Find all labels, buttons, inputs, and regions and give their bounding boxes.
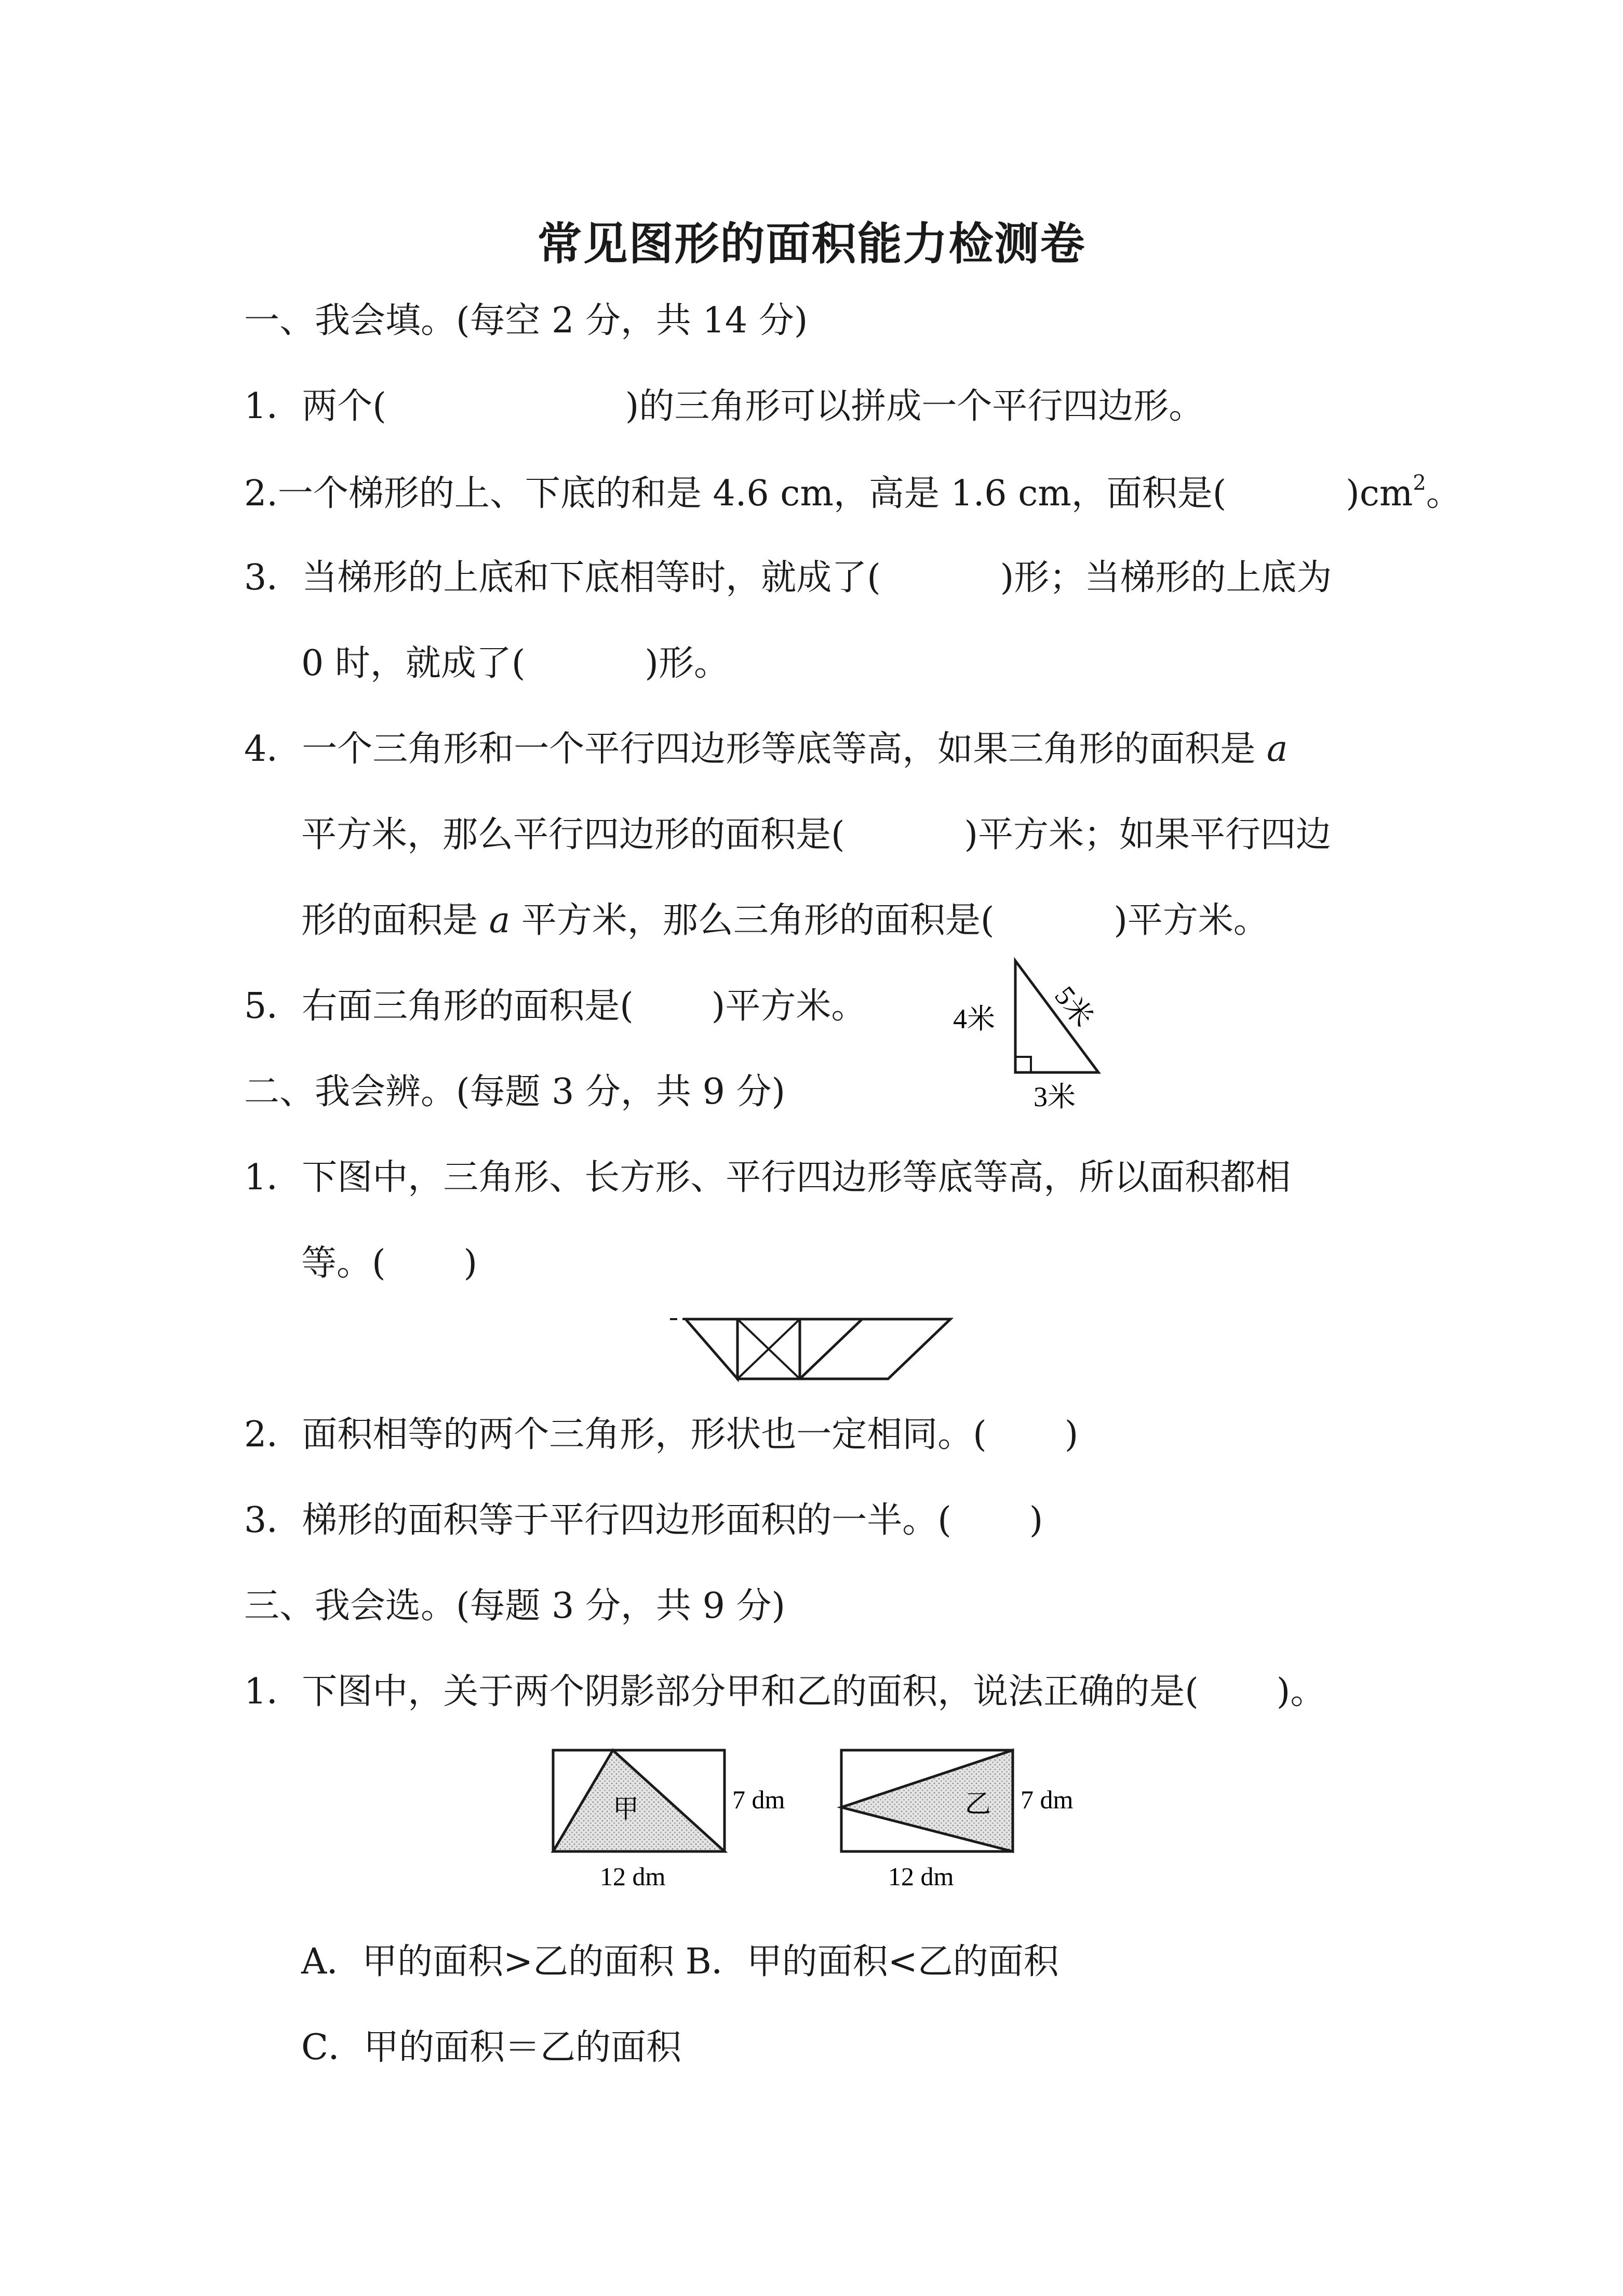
shaded-area-figures [545,1745,1117,1896]
section2-heading: 二、我会辨。(每题 3 分，共 9 分) [244,1071,786,1112]
triangle-shape [686,1319,737,1379]
option-c[interactable]: C．甲的面积＝乙的面积 [301,2027,682,2068]
s1-question-4-cont: 平方米，那么平行四边形的面积是( )平方米；如果平行四边 [301,814,1332,855]
label-leg-4: 4米 [953,1003,995,1035]
label-jia: 甲 [613,1794,639,1823]
section3-heading: 三、我会选。(每题 3 分，共 9 分) [244,1586,786,1627]
s1-question-1: 1．两个( )的三角形可以拼成一个平行四边形。 [244,386,1204,427]
s3-question-1: 1．下图中，关于两个阴影部分甲和乙的面积，说法正确的是( )。 [244,1671,1326,1712]
s1-question-4-cont2: 形的面积是 a 平方米，那么三角形的面积是( )平方米。 [301,900,1269,941]
section1-heading: 一、我会填。(每空 2 分，共 14 分) [244,300,808,341]
s1-question-3-cont: 0 时，就成了( )形。 [301,643,729,684]
shaded-triangle-jia [553,1750,725,1851]
s2-question-3: 3．梯形的面积等于平行四边形面积的一半。( ) [244,1500,1043,1541]
equal-base-height-figure [665,1304,956,1387]
s1-question-4: 4．一个三角形和一个平行四边形等底等高，如果三角形的面积是 a [244,729,1288,770]
s1-question-2: 2.一个梯形的上、下底的和是 4.6 cm，高是 1.6 cm，面积是( )$cm^2$。 [244,471,1461,514]
label-left-base: 12 dm [600,1862,666,1891]
s2-question-1-cont: 等。( ) [301,1243,478,1284]
label-right-base: 12 dm [888,1862,954,1891]
option-b[interactable]: B．甲的面积<乙的面积 [685,1941,1059,1982]
label-base-3: 3米 [1034,1081,1076,1112]
s1-question-3: 3．当梯形的上底和下底相等时，就成了( )形；当梯形的上底为 [244,557,1332,598]
parallelogram-shape [800,1319,950,1379]
option-a[interactable]: A．甲的面积>乙的面积 [301,1941,675,1982]
page-title: 常见图形的面积能力检测卷 [537,218,1086,270]
s3-option-c [301,2025,681,2070]
label-yi: 乙 [965,1789,991,1818]
label-hyp-5: 5米 [1049,980,1099,1033]
right-angle-mark [1015,1057,1031,1072]
s1-question-5: 5．右面三角形的面积是( )平方米。 [244,986,867,1027]
label-right-height: 7 dm [1021,1785,1074,1814]
right-triangle-figure [950,950,1117,1122]
s3-options-ab [301,1940,1059,1984]
label-left-height: 7 dm [732,1785,785,1814]
s2-question-2: 2．面积相等的两个三角形，形状也一定相同。( ) [244,1414,1079,1455]
s2-question-1: 1．下图中，三角形、长方形、平行四边形等底等高，所以面积都相 [244,1157,1291,1198]
